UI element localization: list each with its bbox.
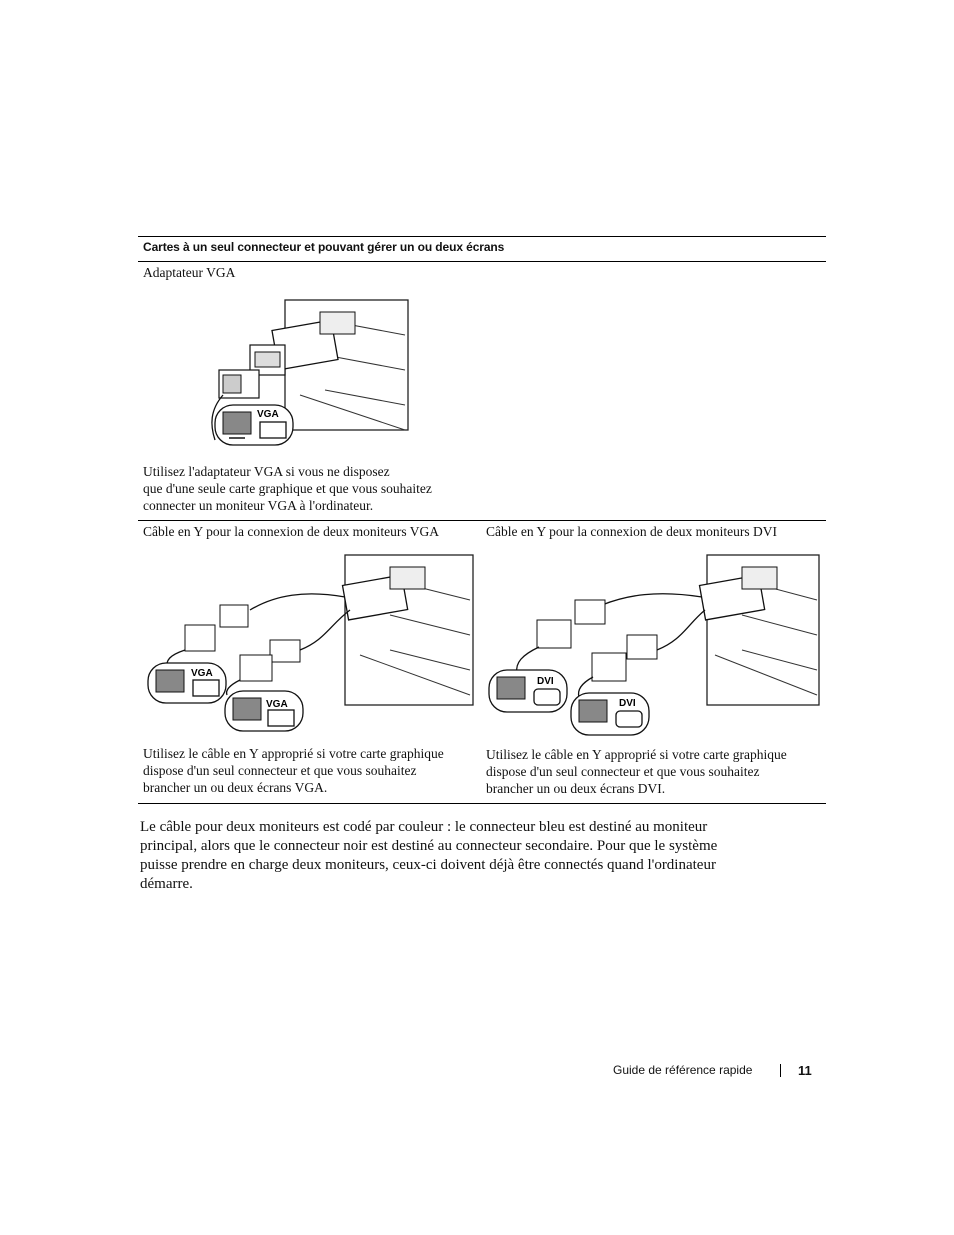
vga-adapter-label: Adaptateur VGA <box>143 265 236 280</box>
vga-badge-text: VGA <box>257 409 279 420</box>
row1-bottom-rule <box>138 520 826 521</box>
table-title: Cartes à un seul connecteur et pouvant gérer un ou deux écrans <box>143 240 505 254</box>
dvi-y-cable-illustration <box>487 555 822 740</box>
dvi-badge-1-text: DVI <box>537 676 554 687</box>
vga-y-cable-caption: Utilisez le câble en Y approprié si votre carte graphique dispose d'un seul connecteur et que vous souhaitez brancher un ou deux écrans VGA. <box>143 746 444 795</box>
dvi-y-cable-caption: Utilisez le câble en Y approprié si votre carte graphique dispose d'un seul connecteur et que vous souhaitez brancher un ou deux écrans DVI. <box>486 747 787 796</box>
page-number: 11 <box>798 1063 812 1078</box>
footer-guide-title: Guide de référence rapide <box>613 1063 753 1077</box>
dvi-y-cable-label: Câble en Y pour la connexion de deux moniteurs DVI <box>486 524 778 539</box>
vga-y-cable-illustration <box>145 555 475 740</box>
footer-divider <box>780 1064 781 1077</box>
table-header-rule <box>138 261 826 262</box>
vga-y-cable-label: Câble en Y pour la connexion de deux moniteurs VGA <box>143 524 440 539</box>
body-paragraph: Le câble pour deux moniteurs est codé par couleur : le connecteur bleu est destiné au moniteur principal, alors que le connecteur noir est destiné au connecteur secondaire. Pour que le système puisse prendre en charge deux moniteurs, ceux-ci doivent déjà être connectés quand l'ordinateur démarre. <box>140 819 718 892</box>
vga-badge-1-text: VGA <box>191 668 213 679</box>
vga-adapter-caption: Utilisez l'adaptateur VGA si vous ne disposez que d'une seule carte graphique et que vous souhaitez connecter un moniteur VGA à l'ordinateur. <box>143 464 432 513</box>
table-top-rule <box>138 236 826 237</box>
vga-badge-2-text: VGA <box>266 699 288 710</box>
vga-adapter-illustration <box>205 300 415 450</box>
table-bottom-rule <box>138 803 826 804</box>
dvi-badge-2-text: DVI <box>619 698 636 709</box>
